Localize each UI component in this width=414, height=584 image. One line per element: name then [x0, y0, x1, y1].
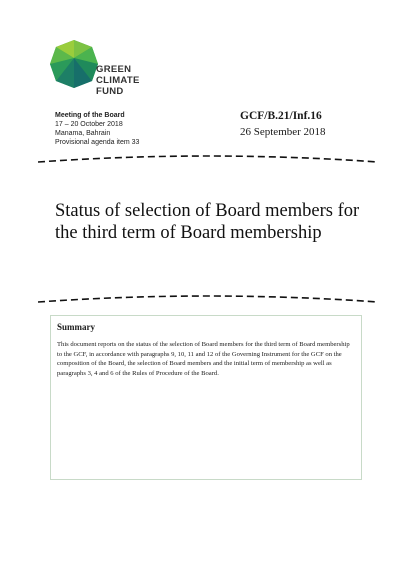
- meeting-agenda-item: Provisional agenda item 33: [55, 139, 140, 146]
- document-title: Status of selection of Board members for the third term of Board membership: [55, 201, 360, 243]
- summary-heading: Summary: [57, 322, 95, 332]
- org-name-line2: CLIMATE: [96, 75, 140, 86]
- summary-body: This document reports on the status of the selection of Board members for the third term of Board membership to the GCF, in accordance with paragraphs 9, 10, 11 and 12 of the Governing Instrument for the GCF on the composition of the Board, the selection of Board members and the initial term of membership as well as paragraphs 3, 4 and 6 of the Rules of Procedure of the Board.: [57, 341, 350, 377]
- green-climate-fund-logo-icon: [48, 38, 100, 90]
- meeting-location: Manama, Bahrain: [55, 130, 111, 137]
- meeting-title: Meeting of the Board: [55, 112, 125, 119]
- summary-box: [50, 315, 362, 480]
- top-divider: [38, 152, 378, 168]
- document-code: GCF/B.21/Inf.16: [240, 110, 322, 122]
- org-name-line1: GREEN: [96, 64, 132, 75]
- meeting-dates: 17 – 20 October 2018: [55, 121, 123, 128]
- org-name-line3: FUND: [96, 86, 124, 97]
- bottom-divider: [38, 294, 378, 310]
- document-date: 26 September 2018: [240, 126, 326, 138]
